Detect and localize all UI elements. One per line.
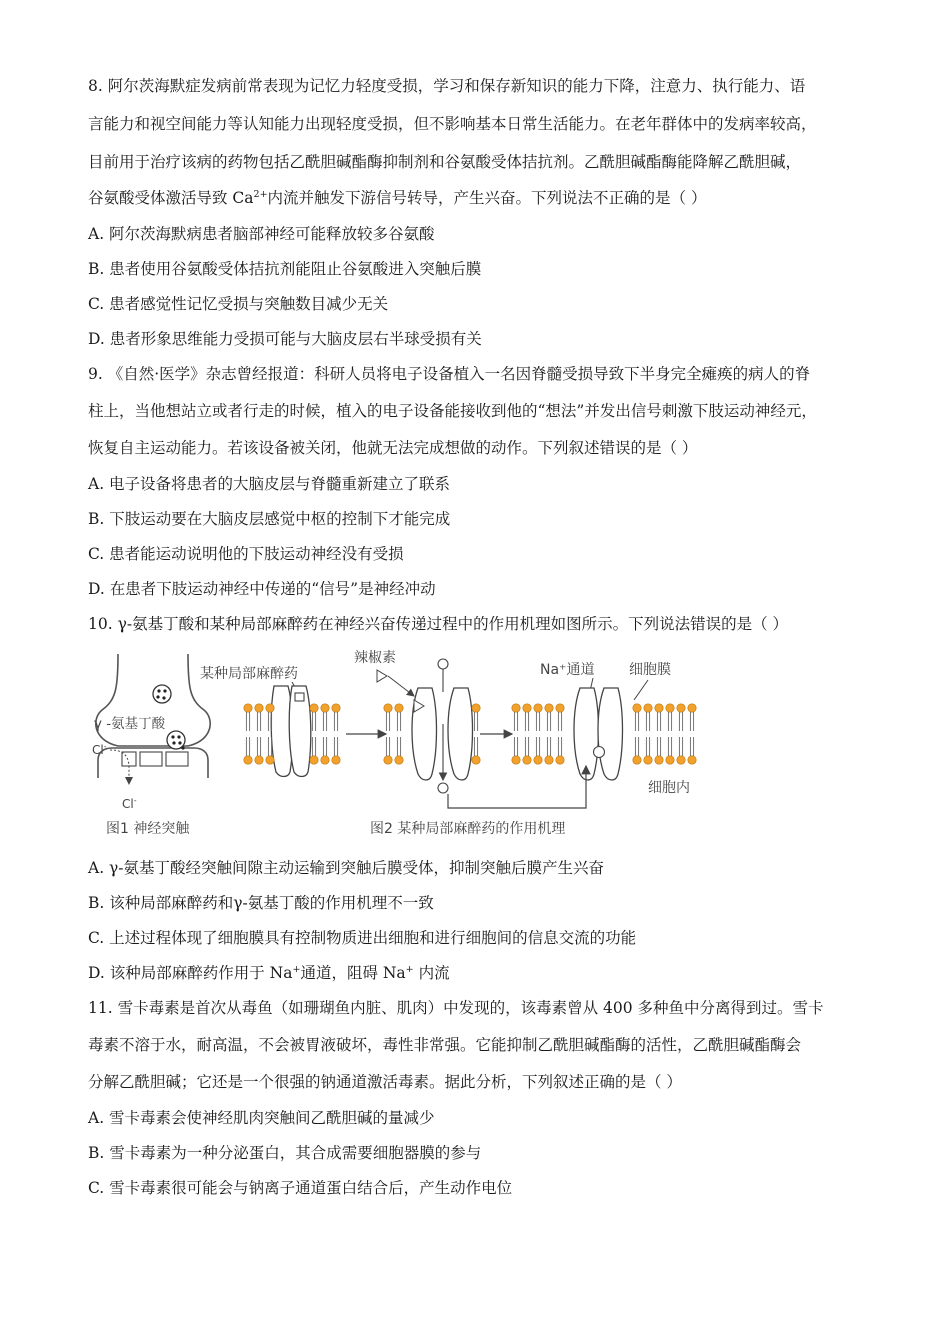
inside-label: 细胞内 xyxy=(648,780,690,796)
q8-stem-line-4a: 谷氨酸受体激活导致 Ca xyxy=(88,189,254,207)
cl-channel xyxy=(122,752,136,766)
molecule-inside xyxy=(438,783,448,793)
lipid-head-bottom xyxy=(633,737,641,764)
lipid-head-bottom xyxy=(384,737,392,764)
na-charge-sup-2: + xyxy=(405,963,414,975)
membrane-label: 细胞膜 xyxy=(629,662,671,678)
q10-option-b: B. 该种局部麻醉药和γ-氨基丁酸的作用机理不一致 xyxy=(88,894,434,912)
q11-option-b: B. 雪卡毒素为一种分泌蛋白，其合成需要细胞器膜的参与 xyxy=(88,1144,482,1162)
lipid-head-bottom xyxy=(321,737,329,764)
q10-option-a: A. γ-氨基丁酸经突触间隙主动运输到突触后膜受体，抑制突触后膜产生兴奋 xyxy=(88,859,605,877)
na-channel-label: Na⁺通道 xyxy=(540,662,595,678)
q9-option-c: C. 患者能运动说明他的下肢运动神经没有受损 xyxy=(88,545,404,563)
lipid-head-top xyxy=(332,704,340,731)
lipid-head-top xyxy=(523,704,531,731)
lipid-head-top xyxy=(666,704,674,731)
q10-option-d-c: 内流 xyxy=(413,964,450,982)
lipid-head-bottom xyxy=(534,737,542,764)
anesthetic-molecule xyxy=(295,693,304,701)
lipid-head-bottom xyxy=(255,737,263,764)
lipid-head-bottom xyxy=(395,737,403,764)
lipid-head-bottom xyxy=(688,737,696,764)
q8-option-b: B. 患者使用谷氨酸受体拮抗剂能阻止谷氨酸进入突触后膜 xyxy=(88,260,482,278)
na-channel xyxy=(574,688,623,780)
lipid-head-bottom xyxy=(244,737,252,764)
q8-option-d: D. 患者形象思维能力受损可能与大脑皮层右半球受损有关 xyxy=(88,330,482,348)
lipid-head-top xyxy=(677,704,685,731)
q10-option-d-b: 通道，阻碍 Na xyxy=(300,964,406,982)
q9-option-a: A. 电子设备将患者的大脑皮层与脊髓重新建立了联系 xyxy=(88,475,451,493)
membrane-pointer xyxy=(634,680,648,700)
capsaicin-label: 辣椒素 xyxy=(354,650,396,666)
lipid-head-bottom xyxy=(545,737,553,764)
anesthetic-label: 某种局部麻醉药 xyxy=(200,666,298,682)
lipid-head-top xyxy=(655,704,663,731)
q9-stem-line-3: 恢复自主运动能力。若该设备被关闭，他就无法完成想做的动作。下列叙述错误的是（ ） xyxy=(88,439,698,457)
q10-figure-svg xyxy=(88,648,728,844)
na-charge-sup-1: + xyxy=(292,963,301,975)
fig1-synapse xyxy=(92,654,210,837)
lipid-head-bottom xyxy=(556,737,564,764)
q9-option-d: D. 在患者下肢运动神经中传递的“信号”是神经冲动 xyxy=(88,580,436,598)
q10-stem-line-1: 10. γ-氨基丁酸和某种局部麻醉药在神经兴奋传递过程中的作用机理如图所示。下列说法错误的是（ ） xyxy=(88,615,789,633)
q11-option-a: A. 雪卡毒素会使神经肌肉突触间乙酰胆碱的量减少 xyxy=(88,1109,435,1127)
q8-stem-line-3: 目前用于治疗该病的药物包括乙酰胆碱酯酶抑制剂和谷氨酸受体拮抗剂。乙酰胆碱酯酶能降解乙酰胆碱， xyxy=(88,153,802,171)
cl-label-bottom: Cl- xyxy=(122,796,137,811)
fig2-mechanism xyxy=(200,649,690,837)
lipid-head-bottom xyxy=(655,737,663,764)
lipid-head-top xyxy=(384,704,392,731)
lipid-head-bottom xyxy=(666,737,674,764)
capsaicin-arrow xyxy=(388,676,414,696)
q8-stem-line-1: 8. 阿尔茨海默症发病前常表现为记忆力轻度受损，学习和保存新知识的能力下降，注意力、执行能力、语 xyxy=(88,77,806,95)
q9-stem-line-2: 柱上，当他想站立或者行走的时候，植入的电子设备能接收到他的“想法”并发出信号刺激下肢运动神经元， xyxy=(88,402,817,420)
lipid-head-top xyxy=(255,704,263,731)
presynaptic-terminal xyxy=(96,654,210,746)
lipid-head-top xyxy=(512,704,520,731)
lipid-head-bottom xyxy=(332,737,340,764)
q10-figure xyxy=(88,648,728,844)
q8-stem-line-4 xyxy=(88,188,888,208)
gaba-label: γ -氨基丁酸 xyxy=(94,716,166,732)
entering-molecule xyxy=(438,659,448,669)
channel-open xyxy=(412,659,473,793)
q9-stem-line-1: 9. 《自然·医学》杂志曾经报道：科研人员将电子设备植入一名因脊髓受损导致下半身完全瘫痪的病人的脊 xyxy=(88,365,811,383)
lipid-head-top xyxy=(534,704,542,731)
synaptic-vesicle xyxy=(153,685,171,703)
lipid-head-top xyxy=(644,704,652,731)
q11-stem-line-2: 毒素不溶于水，耐高温，不会被胃液破坏，毒性非常强。它能抑制乙酰胆碱酯酶的活性，乙酰胆碱酯酶会 xyxy=(88,1036,802,1054)
lipid-head-bottom xyxy=(472,737,480,764)
q8-option-a: A. 阿尔茨海默病患者脑部神经可能释放较多谷氨酸 xyxy=(88,225,435,243)
ca-charge-sup: 2+ xyxy=(253,188,268,200)
q9-option-b: B. 下肢运动要在大脑皮层感觉中枢的控制下才能完成 xyxy=(88,510,451,528)
q8-stem-line-4b: 内流并触发下游信号转导，产生兴奋。下列说法不正确的是（ ） xyxy=(267,189,707,207)
q11-option-c: C. 雪卡毒素很可能会与钠离子通道蛋白结合后，产生动作电位 xyxy=(88,1179,513,1197)
vesicle-releasing xyxy=(167,731,185,750)
channel-closed xyxy=(271,686,311,777)
lipid-head-bottom xyxy=(523,737,531,764)
q8-stem-line-2: 言能力和视空间能力等认知能力出现轻度受损，但不影响基本日常生活能力。在老年群体中的发病率较高， xyxy=(88,115,817,133)
q11-stem-line-3: 分解乙酰胆碱；它还是一个很强的钠通道激活毒素。据此分析，下列叙述正确的是（ ） xyxy=(88,1073,682,1091)
fig2-caption: 图2 某种局部麻醉药的作用机理 xyxy=(370,821,566,837)
fig1-caption: 图1 神经突触 xyxy=(106,821,190,837)
capsaicin-symbol xyxy=(377,670,387,682)
q10-option-c: C. 上述过程体现了细胞膜具有控制物质进出细胞和进行细胞间的信息交流的功能 xyxy=(88,929,637,947)
lipid-head-top xyxy=(556,704,564,731)
q11-stem-line-1: 11. 雪卡毒素是首次从毒鱼（如珊瑚鱼内脏、肌肉）中发现的，该毒素曾从 400 多种鱼中分离得到过。雪卡 xyxy=(88,999,824,1017)
lipid-head-top xyxy=(395,704,403,731)
lipid-head-top xyxy=(633,704,641,731)
lipid-head-bottom xyxy=(512,737,520,764)
cl-label-top: Cl- xyxy=(92,742,107,757)
q8-option-c: C. 患者感觉性记忆受损与突触数目减少无关 xyxy=(88,295,389,313)
lipid-head-top xyxy=(321,704,329,731)
molecule-blocking xyxy=(594,747,605,758)
lipid-head-top xyxy=(545,704,553,731)
q10-option-d-a: D. 该种局部麻醉药作用于 Na xyxy=(88,964,293,982)
lipid-head-bottom xyxy=(677,737,685,764)
gaba-receptor xyxy=(140,752,162,766)
lipid-head-top xyxy=(244,704,252,731)
lipid-head-bottom xyxy=(644,737,652,764)
lipid-head-top xyxy=(688,704,696,731)
membrane-protein xyxy=(166,752,188,766)
q10-option-d xyxy=(88,963,888,983)
